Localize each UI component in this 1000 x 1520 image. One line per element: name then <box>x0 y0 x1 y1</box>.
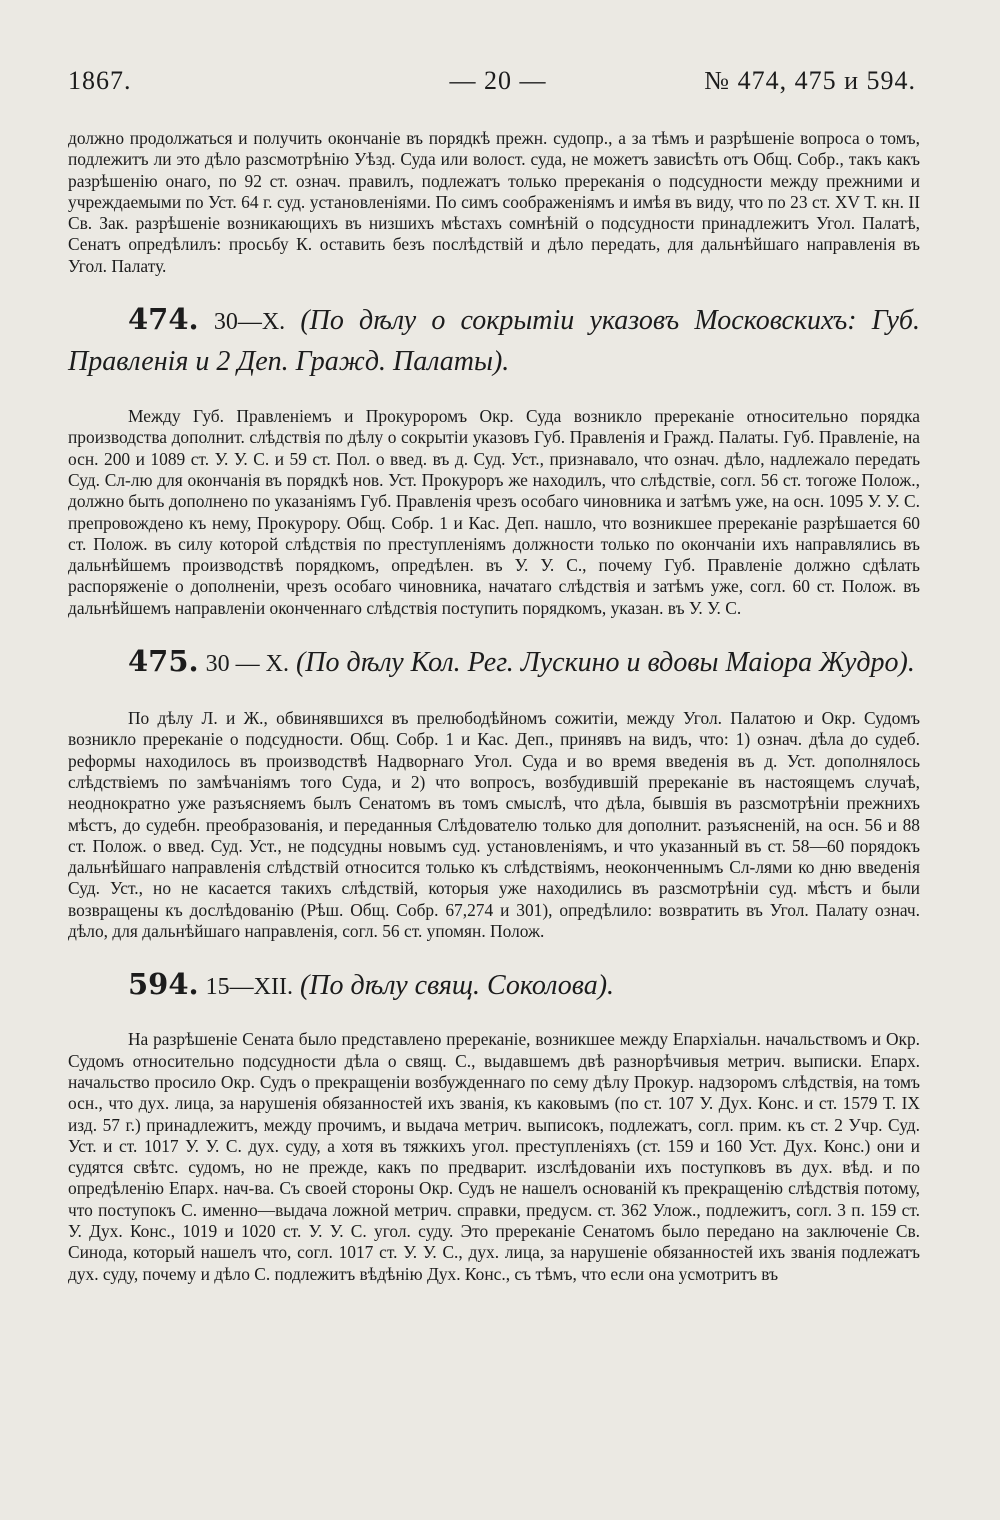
entry-number: 594. <box>128 967 199 1002</box>
intro-paragraph: должно продолжаться и получить окончаніе въ порядкѣ прежн. судопр., а за тѣмъ и разрѣшеніе вопроса о томъ, подлежитъ ли это дѣло разсмотрѣнію Уѣзд. Суда или волост. суда, не можетъ зависѣть отъ Общ. Собр., такъ какъ разрѣшенію онаго, по 92 ст. означ. правилъ, подлежатъ только пререканія о подсудности между прежними и учреждаемыми по Уст. 64 г. суд. установленіями. По симъ соображеніямъ и имѣя въ виду, что по 23 ст. XV Т. кн. II Св. Зак. разрѣшеніе возникающихъ въ низшихъ мѣстахъ сомнѣній о подсудности принадлежитъ Угол. Палатѣ, Сенатъ опредѣлилъ: просьбу К. оставить безъ послѣдствій и дѣло передать, для дальнѣйшаго направленія въ Угол. Палату. <box>68 128 920 276</box>
entry-text: На разрѣшеніе Сената было представлено пререканіе, возникшее между Епархіальн. начальствомъ и Окр. Судомъ относительно подсудности дѣла о свящ. С., выдавшемъ двѣ разнорѣчивыя метрич. выписки. Епарх. начальство просило Окр. Судъ о прекращеніи возбужденнаго по сему дѣлу Прокур. надзоромъ слѣдствія, на томъ осн., что дух. лица, за нарушенія обязанностей ихъ званія, къ каковымъ (по ст. 107 У. Дух. Конс. и ст. 1579 Т. IX изд. 57 г.) принадлежитъ, между прочимъ, и выдача метрич. выписокъ, подлежатъ, согл. прим. къ ст. 2 Учр. Суд. Уст. и ст. 1017 У. У. С. дух. суду, а хотя въ тяжкихъ угол. преступленіяхъ (ст. 159 и 160 Уст. Дух. Конс.) они и судятся свѣтс. судомъ, но не прежде, какъ по предварит. изслѣдованіи ихъ поступковъ въ дух. вѣд. и по опредѣленію Епарх. нач-ва. Съ своей стороны Окр. Судъ не нашелъ основаній къ прекращенію слѣдствія потому, что поступокъ С. именно—выдача ложной метрич. справки, предусм. ст. 362 Улож., подлежитъ, согл. 3 п. 159 ст. У. Дух. Конс., 1019 и 1020 ст. У. У. С. угол. суду. Это пререканіе Сенатомъ было передано на заключеніе Св. Синода, который нашелъ что, согл. 1017 ст. У. У. С., дух. лица, за нарушеніе обязанностей ихъ званія подлежатъ дух. суду, почему и дѣло С. подлежитъ вѣдѣнію Дух. Конс., съ тѣмъ, что если она усмотритъ въ <box>68 1029 920 1284</box>
entry-date: 15—XII. <box>205 974 293 1001</box>
entry-heading <box>68 299 920 382</box>
entry-heading <box>68 641 920 684</box>
header-case-numbers: № 474, 475 и 594. <box>704 66 916 95</box>
entry-title: (По дѣлу Кол. Рег. Лускино и вдовы Маіора Жудро). <box>295 647 915 679</box>
header-year: 1867. <box>68 66 132 95</box>
page-number: — 20 — <box>449 66 547 95</box>
entry-title: (По дѣлу о сокрытіи указовъ Московскихъ: Губ. Правленія и 2 Деп. Гражд. Палаты). <box>68 305 920 378</box>
entry-text: По дѣлу Л. и Ж., обвинявшихся въ прелюбодѣйномъ сожитіи, между Угол. Палатою и Окр. Судомъ возникло пререканіе о подсудности. Общ. Собр. 1 и Кас. Деп., принявъ на видъ, что: 1) означ. дѣла до судеб. реформы находилось въ производствѣ Надворнаго Угол. Суда и во время введенія въ д. Уст. дополнялось слѣдствіемъ по замѣчаніямъ того Суда, и 2) что вопросъ, возбудившій пререканіе въ настоящемъ случаѣ, неоднократно уже разъясняемъ былъ Сенатомъ въ томъ смыслѣ, что дѣла, бывшія въ разсмотрѣніи прежнихъ мѣстъ, до судебн. преобразованія, и переданныя Слѣдователю только для дополнит. разъясненій, на осн. 56 и 88 ст. Полож. о введ. Суд. Уст., не подсудны новымъ суд. установленіямъ, и что указанный въ ст. 58—60 порядокъ дальнѣйшаго направленія слѣдствій относится только къ слѣдствіямъ, неоконченнымъ Сл-лями ко дню введенія Суд. Уст., но не касается такихъ слѣдствій, которыя уже находились въ разсмотрѣніи суд. мѣстъ и были возвращены къ дослѣдованію (Рѣш. Общ. Собр. 67,274 и 301), опредѣлило: возвратить въ Угол. Палату означ. дѣло, для дальнѣйшаго направленія, согл. 56 ст. упомян. Полож. <box>68 708 920 942</box>
entry-date: 30—X. <box>213 309 286 336</box>
entry-date: 30 — X. <box>205 651 289 678</box>
entry-heading <box>68 964 920 1007</box>
entry-number: 474. <box>128 302 199 337</box>
page-header <box>68 66 928 106</box>
entry-text: Между Губ. Правленіемъ и Прокуроромъ Окр. Суда возникло пререканіе относительно порядка производства дополнит. слѣдствія по дѣлу о сокрытіи указовъ Губ. Правленія и Гражд. Палаты. Губ. Правленіе, на осн. 200 и 1089 ст. У. У. С. и 59 ст. Пол. о введ. въ д. Суд. Уст., признавало, что означ. дѣло, надлежало передать Суд. Сл-лю для окончанія въ порядкѣ нов. Уст. Прокуроръ же находилъ, что слѣдствіе, согл. 56 ст. тогоже Полож., должно быть дополнено по указаніямъ Губ. Правленія чрезъ особаго чиновника и затѣмъ уже, на осн. 1095 У. У. С. препровождено къ нему, Прокурору. Общ. Собр. 1 и Кас. Деп. нашло, что возникшее пререканіе разрѣшается 60 ст. Полож. въ силу которой слѣдствія по преступленіямъ должности только по окончаніи ихъ направлялись въ дальнѣйшемъ производствѣ порядкомъ, опредѣлен. въ У. У. С., почему Губ. Правленіе должно сдѣлать распоряженіе о дополненіи, чрезъ особаго чиновника, начатаго слѣдствія и затѣмъ уже, согл. 60 ст. Полож. въ дальнѣйшемъ направленіи оконченнаго слѣдствія поступить порядкомъ, указан. въ У. У. С. <box>68 406 920 618</box>
entry-title: (По дѣлу свящ. Соколова). <box>299 970 615 1002</box>
page-content <box>68 128 920 1285</box>
entry-number: 475. <box>128 644 199 679</box>
